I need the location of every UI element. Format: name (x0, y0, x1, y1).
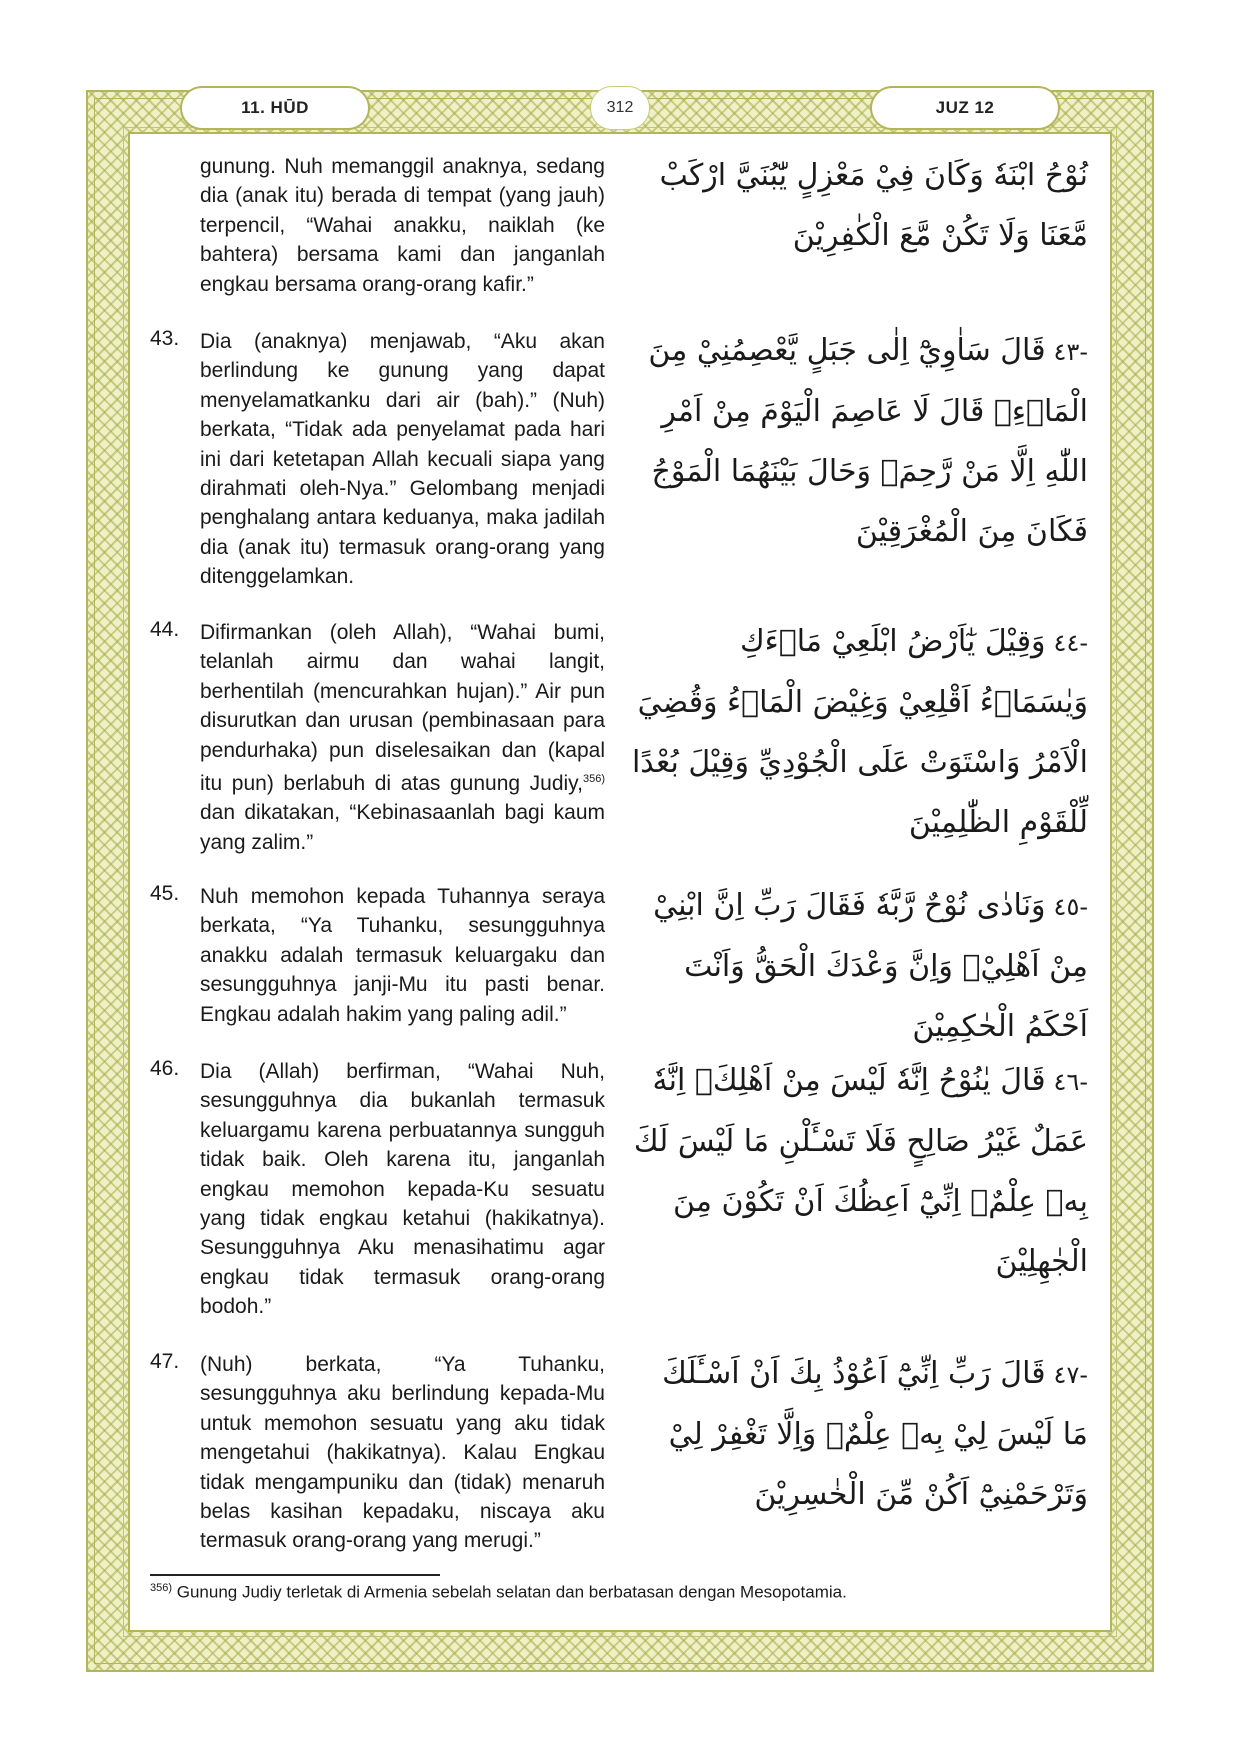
arabic-verse: وَقِيْلَ يٰٓاَرْضُ ابْلَعِيْ مَاۤءَكِ وَيٰسَمَاۤءُ اَقْلِعِيْ وَغِيْضَ الْمَاۤءُ وَقُضِيَ الْاَمْرُ وَاسْتَوَتْ عَلَى الْجُوْدِيِّ وَقِيْلَ بُعْدًا لِّلْقَوْمِ الظّٰلِمِيْنَ (631, 624, 1088, 840)
footnote-text: Gunung Judiy terletak di Armenia sebelah selatan dan berbatasan dengan Mesopotamia. (172, 1582, 847, 1602)
arabic-text (628, 876, 1088, 1057)
verse-number: 45. (150, 882, 180, 905)
arabic-text (628, 612, 1088, 853)
arabic-text (628, 1051, 1088, 1292)
verse-number: 47. (150, 1350, 180, 1373)
arabic-verse-number: -٤٦ (1053, 1068, 1088, 1096)
arabic-verse: نُوْحُ ابْنَهٗ وَكَانَ فِيْ مَعْزِلٍ يّٰبُنَيَّ ارْكَبْ مَّعَنَا وَلَا تَكُنْ مَّعَ الْكٰفِرِيْنَ (659, 158, 1088, 253)
footnote (150, 1582, 1050, 1603)
juz-name: JUZ 12 (935, 98, 995, 117)
arabic-verse: وَنَادٰى نُوْحٌ رَّبَّهٗ فَقَالَ رَبِّ اِنَّ ابْنِيْ مِنْ اَهْلِيْۚ وَاِنَّ وَعْدَكَ الْحَقُّ وَاَنْتَ اَحْكَمُ الْحٰكِمِيْنَ (653, 888, 1088, 1044)
page-number: 312 (590, 86, 650, 130)
translation-text: gunung. Nuh memanggil anaknya, sedang dia (anak itu) berada di tempat (yang jauh) terpencil, “Wahai anakku, naiklah (ke bahtera) bersama kami dan janganlah engkau bersama orang-orang kafir.” (200, 155, 605, 296)
arabic-verse: قَالَ يٰنُوْحُ اِنَّهٗ لَيْسَ مِنْ اَهْلِكَۚ اِنَّهٗ عَمَلٌ غَيْرُ صَالِحٍ فَلَا تَسْـَٔلْنِ مَا لَيْسَ لَكَ بِهٖ عِلْمٌۗ اِنِّيْٓ اَعِظُكَ اَنْ تَكُوْنَ مِنَ الْجٰهِلِيْنَ (633, 1063, 1088, 1279)
translation-part: dan dikatakan, “Kebinasaanlah bagi kaum yang zalim.” (200, 801, 605, 854)
footnote-divider (150, 1574, 440, 1576)
translation-text: Dia (anaknya) menjawab, “Aku akan berlindung ke gunung yang dapat menyelamatkanku dari air (bah).” (Nuh) berkata, “Tidak ada penyelamat pada hari ini dari ketetapan Allah kecuali siapa yang dirahmati oleh-Nya.” Gelombang menjadi penghalang antara keduanya, maka jadilah dia (anak itu) termasuk orang-orang yang ditenggelamkan. (200, 330, 605, 589)
footnote-marker: 356) (150, 1582, 173, 1594)
arabic-verse-number: -٤٥ (1053, 893, 1088, 921)
translation-text: Dia (Allah) berfirman, “Wahai Nuh, sesungguhnya dia bukanlah termasuk keluargamu karena perbuatannya sungguh tidak baik. Oleh karena itu, janganlah engkau memohon kepada-Ku sesuatu yang tidak engkau ketahui (hakikatnya). Sesungguhnya Aku menasihatimu agar engkau tidak termasuk orang-orang bodoh.” (200, 1060, 605, 1319)
verse-number: 46. (150, 1057, 180, 1080)
arabic-text (628, 1344, 1088, 1525)
arabic-verse: قَالَ سَاٰوِيْٓ اِلٰى جَبَلٍ يَّعْصِمُنِيْ مِنَ الْمَاۤءِۗ قَالَ لَا عَاصِمَ الْيَوْمَ مِنْ اَمْرِ اللّٰهِ اِلَّا مَنْ رَّحِمَۚ وَحَالَ بَيْنَهُمَا الْمَوْجُ فَكَانَ مِنَ الْمُغْرَقِيْنَ (648, 333, 1088, 549)
footnote-ref: 356) (582, 773, 605, 786)
arabic-verse-number: -٤٣ (1053, 338, 1088, 366)
arabic-verse: قَالَ رَبِّ اِنِّيْٓ اَعُوْذُ بِكَ اَنْ اَسْـَٔلَكَ مَا لَيْسَ لِيْ بِهٖ عِلْمٌۗ وَاِلَّا تَغْفِرْ لِيْ وَتَرْحَمْنِيْٓ اَكُنْ مِّنَ الْخٰسِرِيْنَ (662, 1356, 1088, 1512)
arabic-text (628, 321, 1088, 562)
surah-name: 11. HŪD (241, 98, 309, 117)
arabic-text (628, 146, 1088, 266)
juz-label (870, 86, 1060, 130)
translation-text (200, 618, 605, 857)
translation-part: Difirmankan (oleh Allah), “Wahai bumi, telanlah airmu dan wahai langit, berhentilah (mencurahkan hujan).” Air pun disurutkan dan urusan (pembinasaan para pendurhaka) pun diselesaikan dan (kapal itu pun) berlabuh di atas gunung Judiy, (200, 621, 605, 796)
verse-number: 44. (150, 618, 180, 641)
surah-label (180, 86, 370, 130)
translation-text: Nuh memohon kepada Tuhannya seraya berkata, “Ya Tuhanku, sesungguhnya anakku adalah termasuk keluargaku dan sesungguhnya janji-Mu itu pasti benar. Engkau adalah hakim yang paling adil.” (200, 885, 605, 1026)
arabic-verse-number: -٤٧ (1053, 1361, 1088, 1389)
verse-number: 43. (150, 327, 180, 350)
arabic-verse-number: -٤٤ (1053, 629, 1088, 657)
translation-text: (Nuh) berkata, “Ya Tuhanku, sesungguhnya aku berlindung kepada-Mu untuk memohon sesuatu yang aku tidak mengetahui (hakikatnya). Kalau Engkau tidak mengampuniku dan (tidak) menaruh belas kasihan kepadaku, niscaya aku termasuk orang-orang yang merugi.” (200, 1353, 605, 1553)
